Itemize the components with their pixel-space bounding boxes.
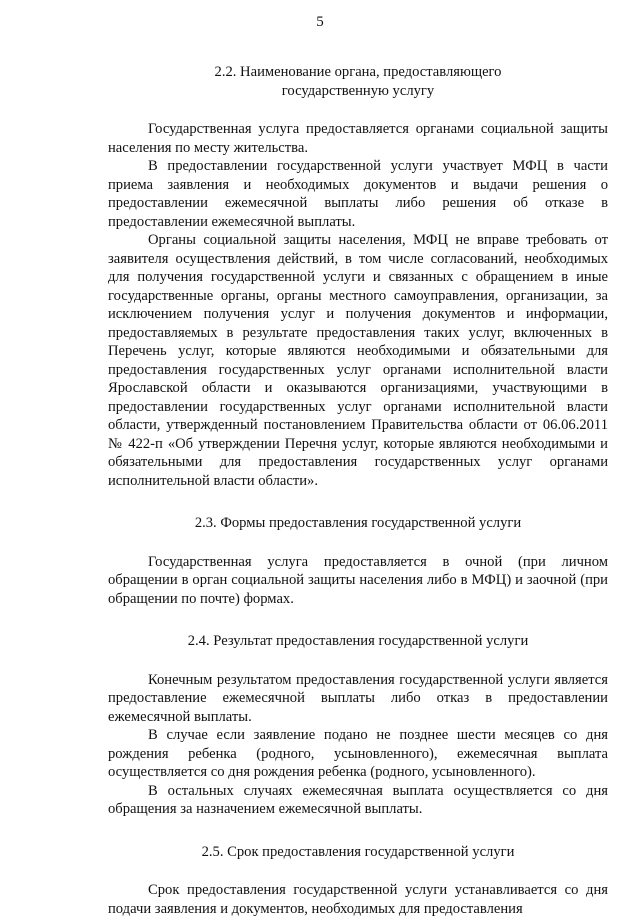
paragraph: Конечным результатом предоставления государственной услуги является предоставление ежемесячной выплаты либо отказ в предоставлении ежемесячной выплаты. xyxy=(108,671,608,727)
section-2-3 xyxy=(108,514,608,608)
heading-line: 2.4. Результат предоставления государственной услуги xyxy=(108,632,608,651)
paragraph: Органы социальной защиты населения, МФЦ не вправе требовать от заявителя осуществления действий, в том числе согласований, необходимых для получения государственной услуги и связанных с обращением в иные государственные органы, органы местного самоуправления, организации, за исключением получения услуг и получения документов и информации, предоставляемых в результате предоставления таких услуг, включенных в Перечень услуг, которые являются необходимыми и обязательными для предоставления государственных услуг органами исполнительной власти Ярославской области и оказываются организациями, участвующими в предоставлении государственных услуг органами исполнительной власти области, утвержденный постановлением Правительства области от 06.06.2011 № 422-п «Об утверждении Перечня услуг, которые являются необходимыми и обязательными для предоставления государственных услуг органами исполнительной власти области». xyxy=(108,231,608,490)
section-2-4 xyxy=(108,632,608,819)
paragraph: В предоставлении государственной услуги участвует МФЦ в части приема заявления и необходимых документов и выдачи решения о предоставлении ежемесячной выплаты либо решения об отказе в предоставлении ежемесячной выплаты. xyxy=(108,157,608,231)
paragraph: В остальных случаях ежемесячная выплата осуществляется со дня обращения за назначением ежемесячной выплаты. xyxy=(108,782,608,819)
heading-line: 2.5. Срок предоставления государственной услуги xyxy=(108,843,608,862)
paragraph: Срок предоставления государственной услуги устанавливается со дня подачи заявления и документов, необходимых для предоставления xyxy=(108,881,608,918)
section-2-2 xyxy=(108,63,608,490)
heading-line: 2.2. Наименование органа, предоставляющего xyxy=(108,63,608,82)
paragraph: В случае если заявление подано не позднее шести месяцев со дня рождения ребенка (родного, усыновленного), ежемесячная выплата осуществляется со дня рождения ребенка (родного, усыновленного). xyxy=(108,726,608,782)
page-number: 5 xyxy=(0,13,640,31)
paragraph: Государственная услуга предоставляется в очной (при личном обращении в орган социальной защиты населения либо в МФЦ) и заочной (при обращении по почте) формах. xyxy=(108,553,608,609)
heading-line: 2.3. Формы предоставления государственной услуги xyxy=(108,514,608,533)
section-heading xyxy=(108,843,608,862)
section-2-5 xyxy=(108,843,608,918)
section-heading xyxy=(108,514,608,533)
document-body xyxy=(108,63,608,918)
heading-line: государственную услугу xyxy=(108,82,608,101)
paragraph: Государственная услуга предоставляется органами социальной защиты населения по месту жительства. xyxy=(108,120,608,157)
section-heading xyxy=(108,63,608,100)
section-heading xyxy=(108,632,608,651)
